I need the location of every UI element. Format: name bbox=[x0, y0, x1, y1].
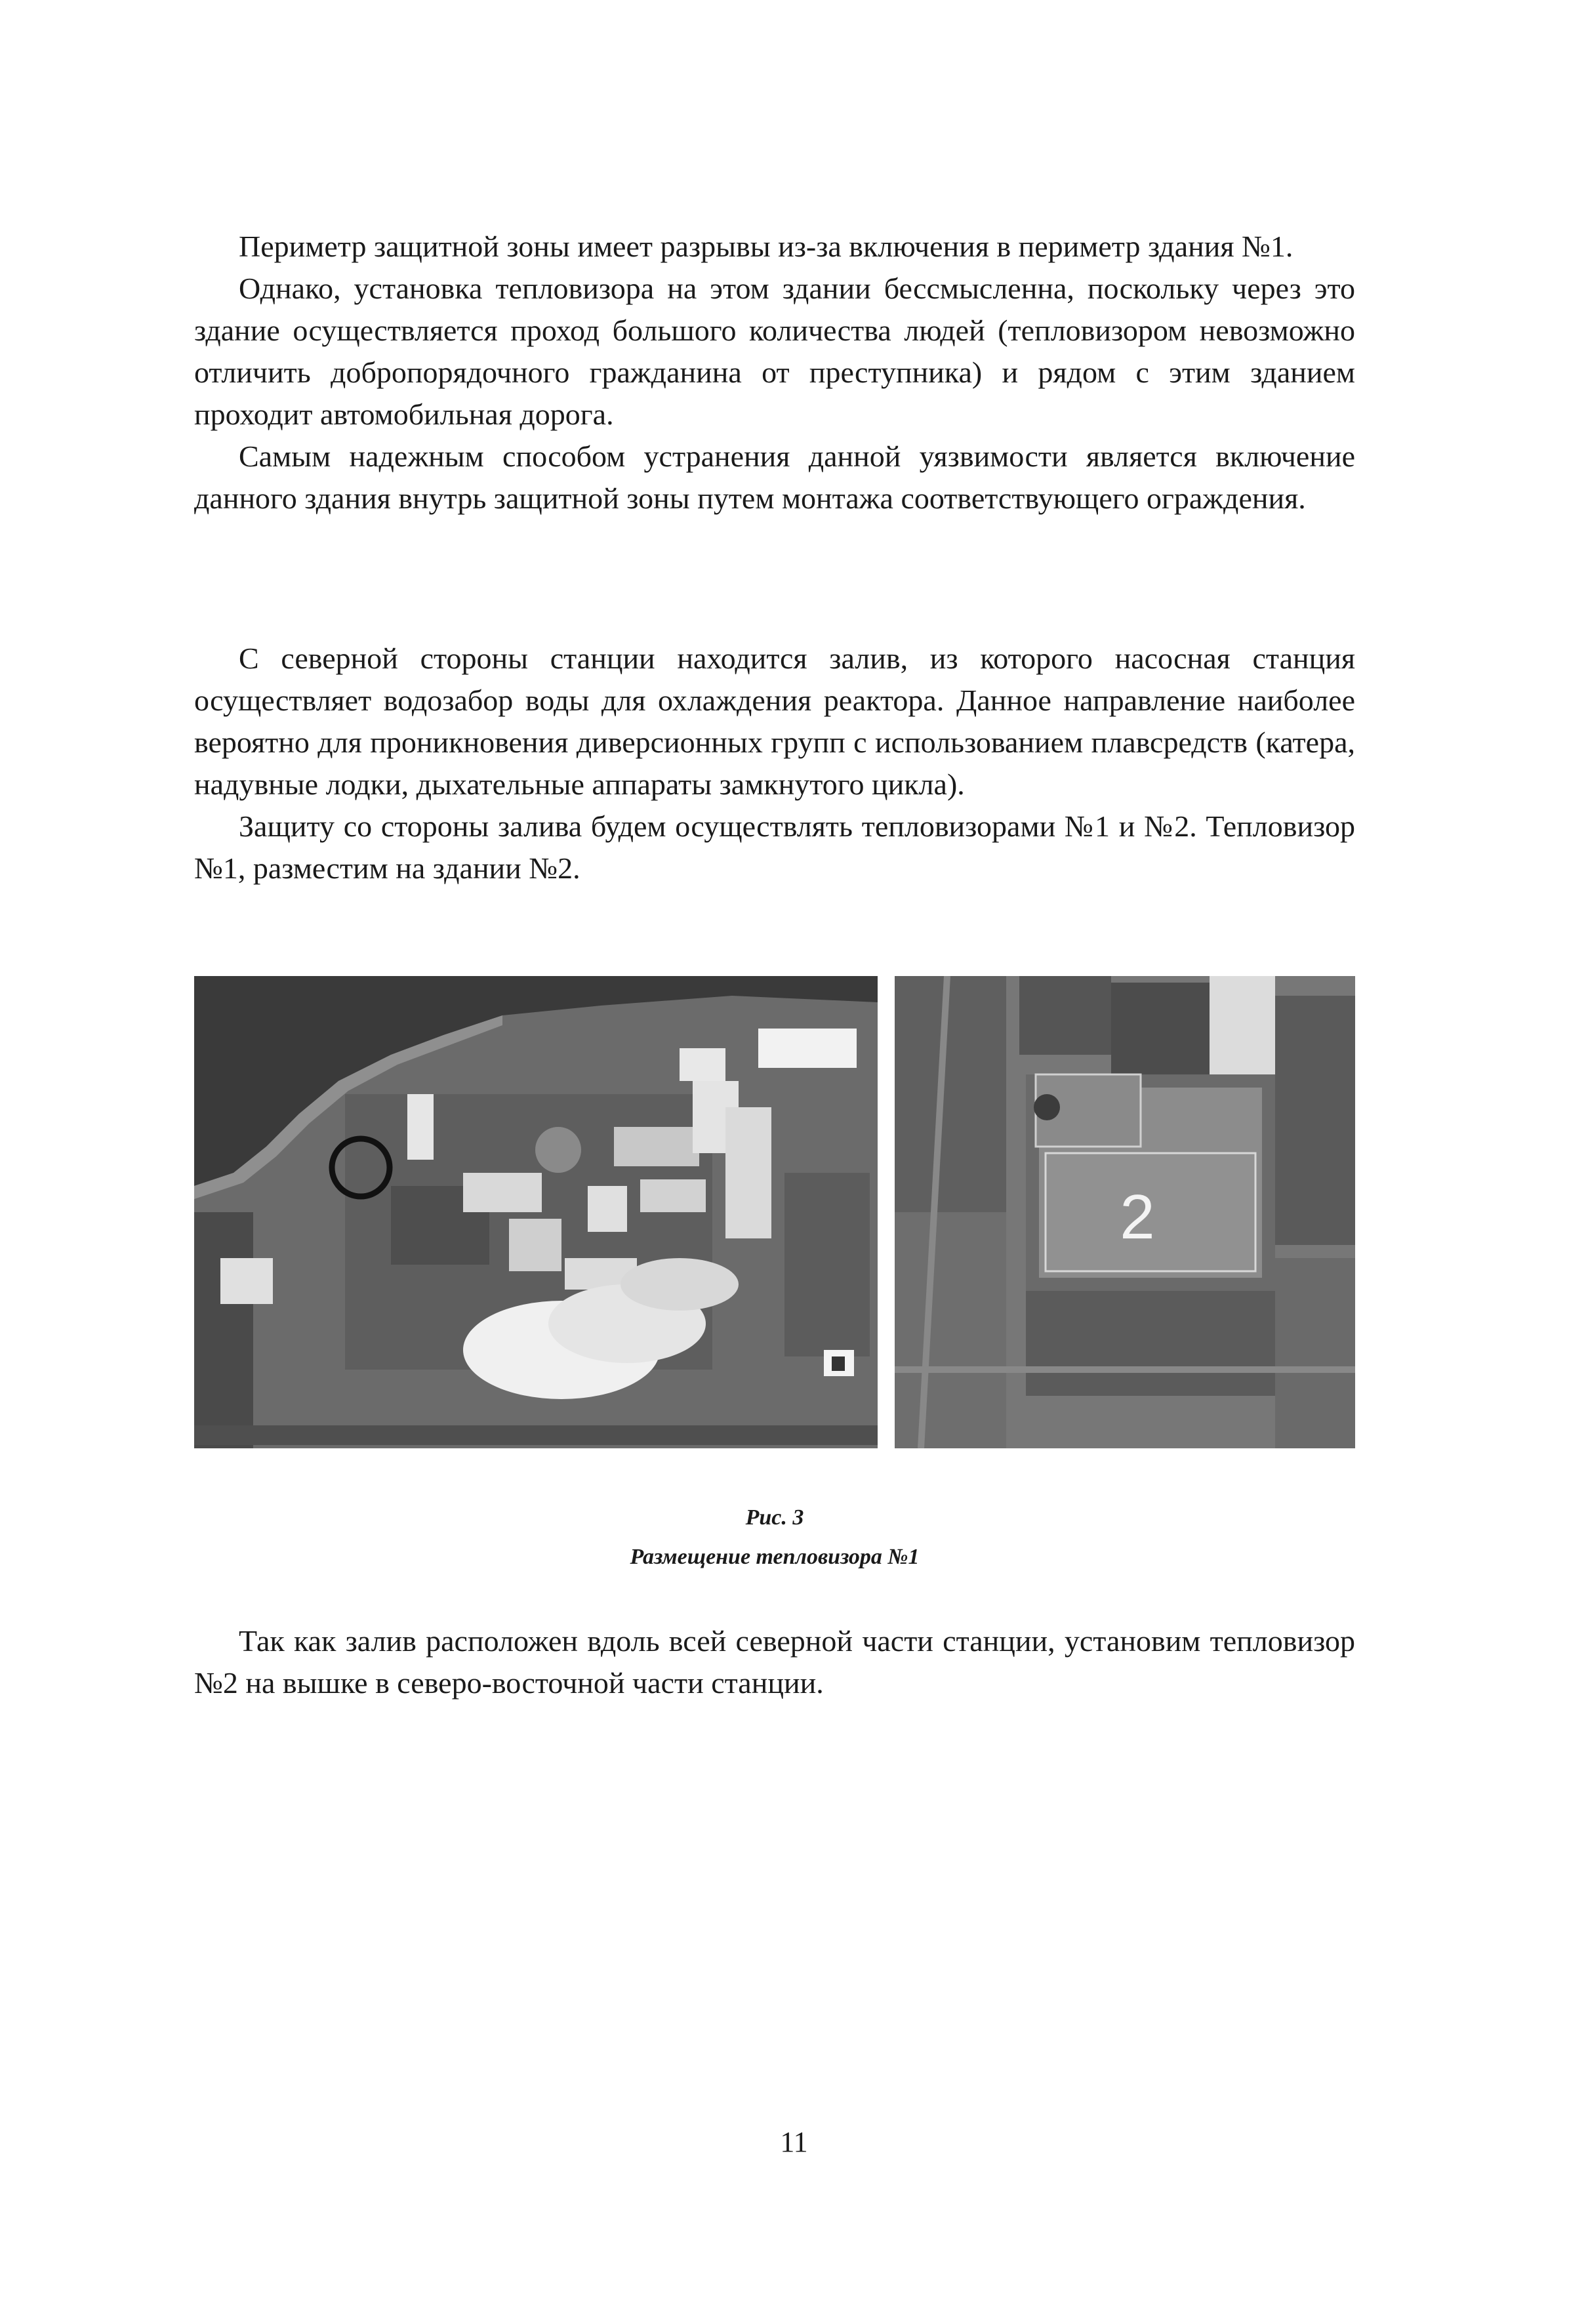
text-section-middle bbox=[194, 638, 1355, 889]
figure-caption-title: Размещение тепловизора №1 bbox=[630, 1545, 920, 1569]
text-section-top bbox=[194, 226, 1355, 520]
aerial-photo-overview-image bbox=[194, 976, 878, 1448]
paragraph: Защиту со стороны залива будем осуществлять тепловизорами №1 и №2. Тепловизор №1, разместим на здании №2. bbox=[194, 809, 1355, 885]
paragraph: Периметр защитной зоны имеет разрывы из-за включения в периметр здания №1. bbox=[239, 230, 1293, 263]
paragraph: Однако, установка тепловизора на этом здании бессмысленна, поскольку через это здание осуществляется проход большого количества людей (тепловизором невозможно отличить добропорядочного гражданина от преступника) и рядом с этим зданием проходит автомобильная дорога. bbox=[194, 272, 1355, 431]
text-section-bottom bbox=[194, 1620, 1355, 1704]
paragraph: Самым надежным способом устранения данной уязвимости является включение данного здания внутрь защитной зоны путем монтажа соответствующего ограждения. bbox=[194, 439, 1355, 515]
aerial-photo-building-2-image bbox=[895, 976, 1355, 1448]
page-number: 11 bbox=[780, 2126, 808, 2158]
figure-caption-number: Рис. 3 bbox=[745, 1505, 804, 1530]
figure-3 bbox=[194, 976, 1355, 1448]
building-number-label: 2 bbox=[1120, 1182, 1155, 1252]
aerial-photo-overview bbox=[194, 976, 878, 1448]
paragraph: Так как залив расположен вдоль всей северной части станции, установим тепловизор №2 на вышке в северо-восточной части станции. bbox=[194, 1624, 1355, 1700]
paragraph: С северной стороны станции находится залив, из которого насосная станция осуществляет водозабор воды для охлаждения реактора. Данное направление наиболее вероятно для проникновения диверсионных групп с использованием плавсредств (катера, надувные лодки, дыхательные аппараты замкнутого цикла). bbox=[194, 642, 1355, 801]
aerial-photo-building-2 bbox=[895, 976, 1355, 1448]
